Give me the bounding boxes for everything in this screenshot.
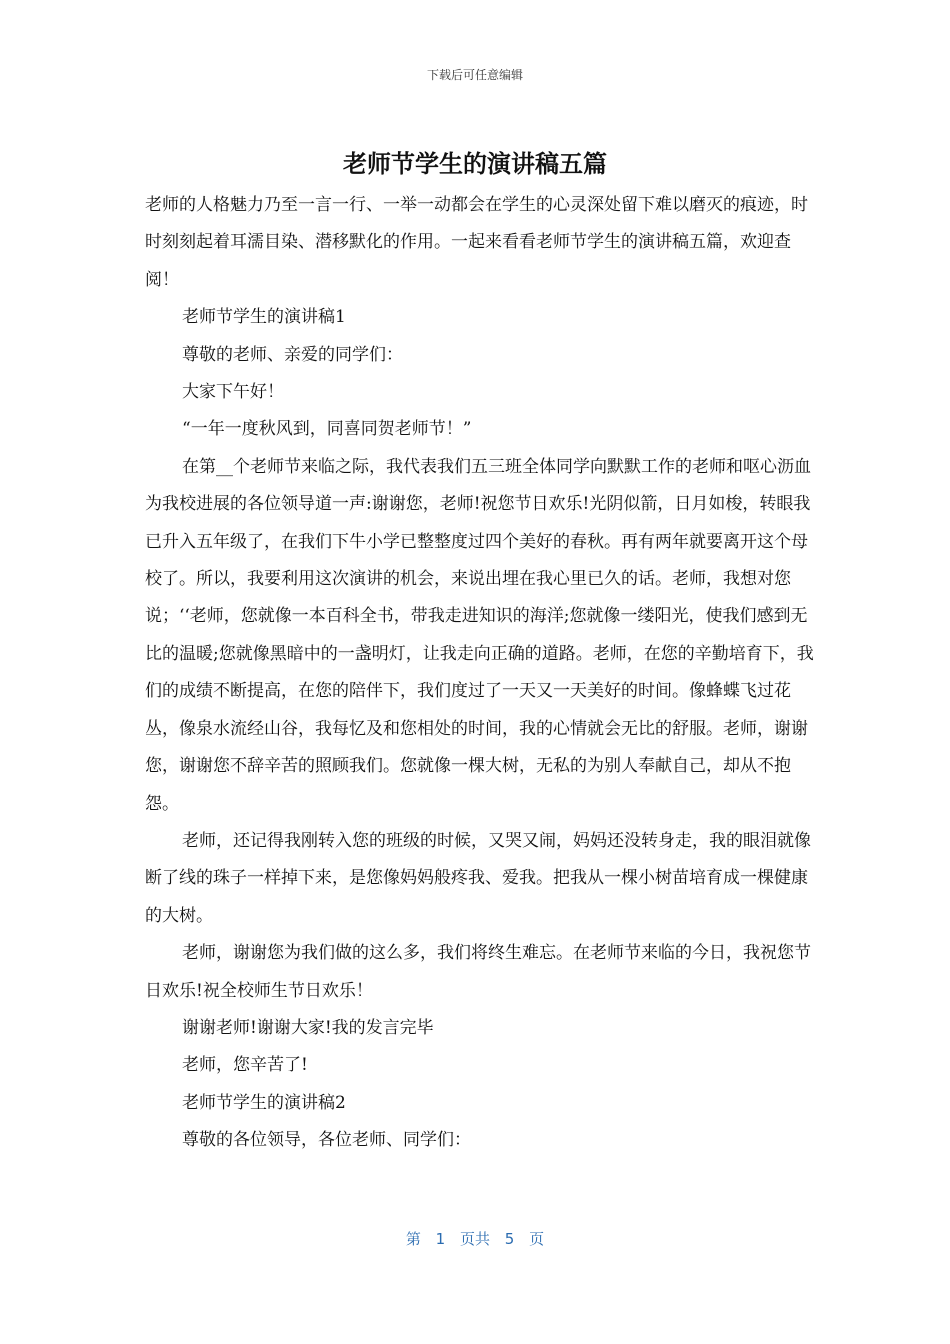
paragraph: 老师，还记得我刚转入您的班级的时候，又哭又闹，妈妈还没转身走，我的眼泪就像断了线的珠子一样掉下来，是您像妈妈般疼我、爱我。把我从一棵小树苗培育成一棵健康的大树。	[145, 830, 811, 926]
page-number-footer: 第 1 页共 5 页	[405, 1230, 545, 1248]
paragraph: 尊敬的各位领导，各位老师、同学们：	[182, 1130, 471, 1151]
section-heading: 老师节学生的演讲稿2	[182, 1092, 346, 1113]
paragraph: “一年一度秋风到，同喜同贺老师节！”	[182, 419, 472, 440]
page-header-note: 下载后可任意编辑	[426, 68, 523, 82]
paragraph: 尊敬的老师、亲爱的同学们：	[182, 344, 403, 365]
paragraph: 老师，谢谢您为我们做的这么多，我们将终生难忘。在老师节来临的今日，我祝您节日欢乐!祝全校师生节日欢乐！	[145, 943, 811, 1001]
paragraph: 在第__个老师节来临之际，我代表我们五三班全体同学向默默工作的老师和呕心沥血为我校进展的各位领导道一声:谢谢您，老师!祝您节日欢乐!光阴似箭，日月如梭，转眼我已升入五年级了，在我们下牛小学已整整度过四个美好的春秋。再有两年就要离开这个母校了。所以，我要利用这次演讲的机会，来说出埋在我心里已久的话。老师，我想对您说；‘‘老师，您就像一本百科全书，带我走进知识的海洋;您就像一缕阳光，使我们感到无比的温暖;您就像黑暗中的一盏明灯，让我走向正确的道路。老师，在您的辛勤培育下，我们的成绩不断提高，在您的陪伴下，我们度过了一天又一天美好的时间。像蜂蝶飞过花丛，像泉水流经山谷，我每忆及和您相处的时间，我的心情就会无比的舒服。老师，谢谢您，谢谢您不辞辛苦的照顾我们。您就像一棵大树，无私的为别人奉献自己，却从不抱怨。	[145, 456, 814, 814]
section-heading: 老师节学生的演讲稿1	[182, 307, 346, 328]
paragraph: 谢谢老师!谢谢大家!我的发言完毕	[182, 1017, 434, 1038]
paragraph: 老师的人格魅力乃至一言一行、一举一动都会在学生的心灵深处留下难以磨灭的痕迹，时时刻刻起着耳濡目染、潜移默化的作用。一起来看看老师节学生的演讲稿五篇，欢迎查阅！	[145, 195, 808, 290]
paragraph: 大家下午好！	[182, 382, 284, 403]
document-title: 老师节学生的演讲稿五篇	[343, 150, 607, 178]
document-body	[145, 187, 815, 1160]
paragraph: 老师，您辛苦了!	[182, 1055, 308, 1076]
